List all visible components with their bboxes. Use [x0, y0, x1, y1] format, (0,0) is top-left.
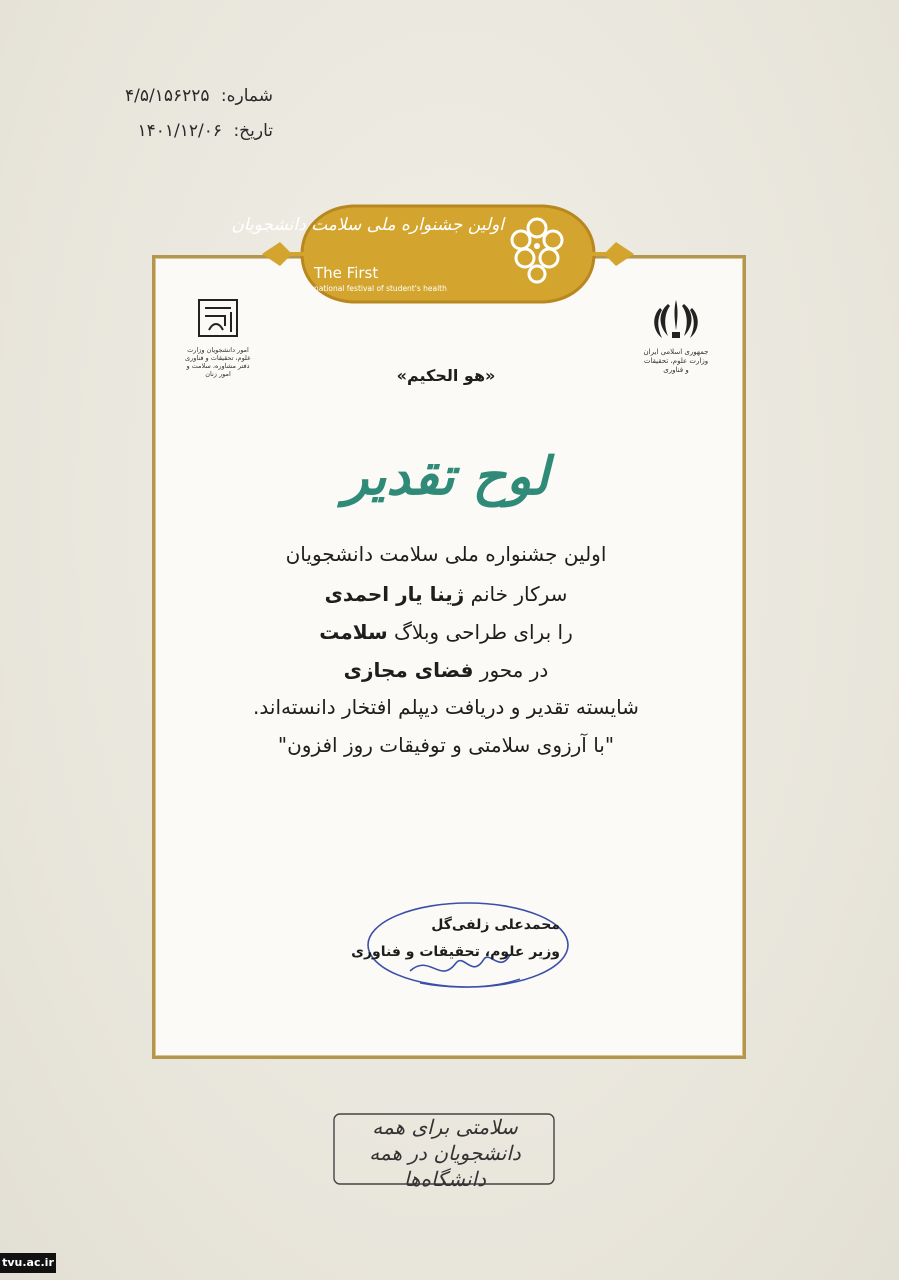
festival-title-en: The First [314, 264, 379, 282]
left-logo-caption: امور دانشجویان وزارت علوم، تحقیقات و فناوری دفتر مشاوره، سلامت و امور زنان [185, 346, 251, 378]
festival-subtitle-en: national festival of student's health [314, 284, 447, 293]
iran-emblem-logo [643, 296, 709, 374]
body-line-award: شایسته تقدیر و دریافت دیپلم افتخار دانسته‌اند. [253, 695, 639, 719]
body-line-festival: اولین جشنواره ملی سلامت دانشجویان [285, 542, 607, 566]
project-prefix: را برای طراحی وبلاگ [394, 620, 573, 644]
certificate-heading: لوح تقدیر [343, 446, 549, 507]
letter-number-value: ۴/۵/۱۵۶۲۲۵ [124, 86, 210, 106]
letter-date-value: ۱۴۰۱/۱۲/۰۶ [137, 121, 223, 141]
letter-date [138, 121, 273, 141]
body-line-recipient [160, 580, 732, 608]
body-line-category [160, 656, 732, 684]
letter-number [125, 86, 273, 106]
recipient-name: ژینا یار احمدی [324, 582, 465, 606]
letter-date-label: تاریخ: [233, 121, 273, 141]
body-line-wish: "با آرزوی سلامتی و توفیقات روز افزون" [277, 733, 615, 757]
iran-emblem-icon [650, 296, 702, 342]
right-logo-caption: جمهوری اسلامی ایران وزارت علوم، تحقیقات و فناوری [643, 348, 709, 374]
category-name: فضای مجازی [343, 658, 474, 682]
letter-number-label: شماره: [220, 86, 273, 106]
invocation: «هو الحکیم» [396, 366, 496, 385]
category-prefix: در محور [479, 658, 549, 682]
motto-text: سلامتی برای همه دانشجویان در همه دانشگاه‌ها [369, 1115, 521, 1191]
festival-title-fa: اولین جشنواره ملی سلامت دانشجویان [231, 215, 504, 235]
body-line-project [160, 618, 732, 646]
festival-emblem-icon [505, 212, 569, 286]
student-affairs-icon [195, 296, 241, 340]
site-watermark: tvu.ac.ir [0, 1253, 56, 1273]
signatory-name: محمدعلی زلفی‌گل [431, 917, 560, 933]
signatory-title: وزیر علوم، تحقیقات و فناوری [351, 944, 560, 960]
recipient-prefix: سرکار خانم [470, 582, 568, 606]
project-name: سلامت [319, 620, 388, 644]
